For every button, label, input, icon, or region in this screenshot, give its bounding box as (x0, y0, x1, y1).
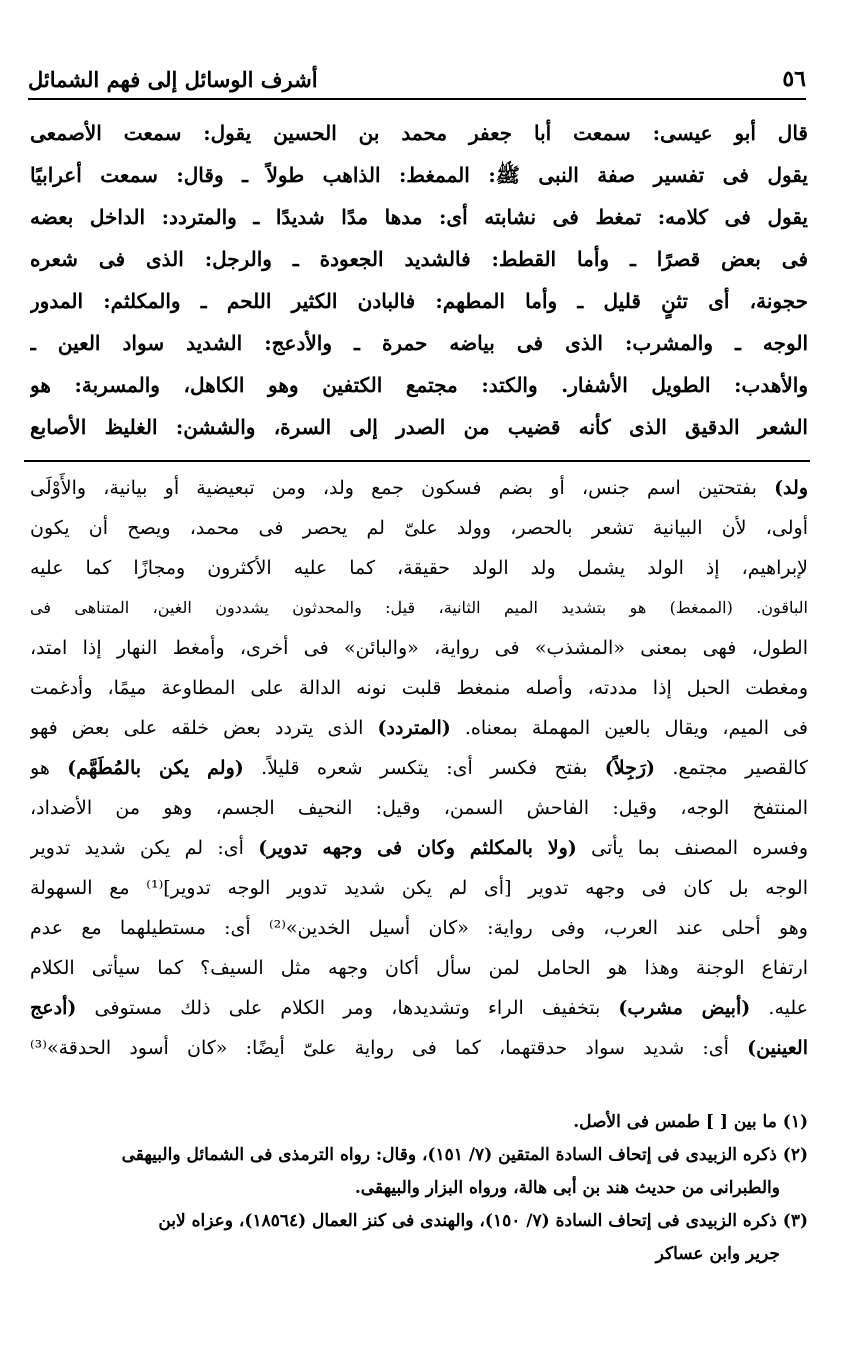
text-segment: الذى يتردد بعض خلقه على بعض فهو (30, 717, 378, 739)
commentary-line (30, 1028, 808, 1068)
commentary-line (30, 828, 808, 868)
keyword: (أدعج (30, 997, 77, 1019)
commentary-line: ارتفاع الوجنة وهذا هو الحامل لمن سأل أكان وجهه مثل السيف؟ كما سيأتى الكلام (30, 957, 808, 979)
keyword: (أبيض مشرب) (618, 997, 751, 1019)
commentary-line: الباقون. (الممغط) هو بتشديد الميم الثانية، قيل: والمحدثون يشددون الغين، المتناهى فى (30, 598, 808, 617)
running-title: أشرف الوسائل إلى فهم الشمائل (28, 67, 318, 92)
text-segment: بفتح فكسر أى: يتكسر شعره قليلاً. (243, 757, 605, 779)
commentary-line: ومغطت الحبل إذا مددته، وأصله منمغط قلبت نونه الدالة على المطاوعة ميمًا، وأدغمت (30, 677, 808, 699)
main-line: يقول فى تفسير صفة النبى ﷺ: الممغط: الذاهب طولاً ـ وقال: سمعت أعرابيًا (30, 163, 808, 187)
commentary-line (30, 748, 808, 788)
text-segment: وفسره المصنف بما يأتى (576, 837, 808, 859)
footnote-2-cont: والطبرانى من حديث هند بن أبى هالة، ورواه البزار والبيهقى. (354, 1178, 780, 1198)
main-line: يقول فى كلامه: تمغط فى نشابته أى: مدها مدًا شديدًا ـ والمتردد: الداخل بعضه (30, 205, 808, 229)
main-line: الوجه ـ والمشرب: الذى فى بياضه حمرة ـ والأدعج: الشديد سواد العين ـ (30, 331, 808, 355)
main-line: حجونة، أى تثنٍ قليل ـ وأما المطهم: فالبادن الكثير اللحم ـ والمكلثم: المدور (30, 289, 808, 313)
page-header (28, 58, 806, 100)
section-divider (24, 460, 810, 462)
main-line: فى بعض قصرًا ـ وأما القطط: فالشديد الجعودة ـ والرجل: الذى فى شعره (30, 247, 808, 271)
keyword: ولد) (774, 477, 808, 499)
keyword: العينين) (747, 1037, 808, 1059)
commentary-line: المنتفخ الوجه، وقيل: الفاحش السمن، وقيل: النحيف الجسم، وهو من الأضداد، (30, 797, 808, 819)
text-segment: بتخفيف الراء وتشديدها، ومر الكلام على ذلك مستوفى (76, 997, 619, 1019)
text-segment: بفتحتين اسم جنس، أو بضم فسكون جمع ولد، ومن تبعيضية أو بيانية، والأَوْلَى (30, 477, 775, 499)
main-line: والأهدب: الطويل الأشفار. والكتد: مجتمع الكتفين وهو الكاهل، والمسربة: هو (30, 373, 808, 397)
keyword: (رَجِلاً) (604, 757, 656, 779)
text-segment: كالقصير مجتمع. (655, 757, 808, 779)
commentary-line (30, 988, 808, 1028)
commentary-line: لإبراهيم، إذ الولد يشمل ولد الولد حقيقة، كما عليه الأكثرون ومجازًا كما عليه (30, 557, 808, 579)
commentary-line: وهو أحلى عند العرب، وفى رواية: «كان أسيل الخدين»⁽²⁾ أى: مستطيلهما مع عدم (30, 917, 808, 939)
commentary-line (30, 708, 808, 748)
footnote-2: (٢) ذكره الزبيدى فى إتحاف السادة المتقين (٧/ ١٥١)، وقال: رواه الترمذى فى الشمائل والبيهقى (121, 1145, 808, 1165)
footnotes (30, 1106, 808, 1271)
main-text (30, 112, 808, 448)
footnote-3: (٣) ذكره الزبيدى فى إتحاف السادة (٧/ ١٥٠)، والهندى فى كنز العمال (١٨٥٦٤)، وعزاه لابن (158, 1211, 808, 1231)
main-line: قال أبو عيسى: سمعت أبا جعفر محمد بن الحسين يقول: سمعت الأصمعى (30, 121, 808, 145)
text-segment: أى: شديد سواد حدقتهما، كما فى رواية علىّ أيضًا: «كان أسود الحدقة»⁽³⁾ (30, 1037, 748, 1059)
page-number: ٥٦ (782, 66, 806, 92)
text-segment: أى: لم يكن شديد تدوير (30, 837, 259, 859)
commentary-line: الطول، فهى بمعنى «المشذب» فى رواية، «والبائن» فى أخرى، وأمغط النهار إذا امتد، (30, 637, 808, 659)
text-segment: فى الميم، ويقال بالعين المهملة بمعناه. (450, 717, 808, 739)
commentary-line: أولى، لأن البيانية تشعر بالحصر، وولد علىّ لم يحصر فى محمد، ويصح أن يكون (30, 517, 808, 539)
commentary-line (30, 468, 808, 508)
main-line: الشعر الدقيق الذى كأنه قضيب من الصدر إلى السرة، والششن: الغليظ الأصابع (30, 415, 808, 439)
commentary (30, 468, 808, 1068)
commentary-line: الوجه بل كان فى وجهه تدوير [أى لم يكن شديد تدوير الوجه تدوير]⁽¹⁾ مع السهولة (30, 877, 808, 899)
footnote-3-cont: جرير وابن عساكر (655, 1244, 780, 1264)
keyword: (ولم يكن بالمُطَهَّم) (67, 757, 244, 779)
keyword: (ولا بالمكلثم وكان فى وجهه تدوير) (258, 837, 577, 859)
text-segment: عليه. (750, 997, 808, 1019)
footnote-1: (١) ما بين [ ] طمس فى الأصل. (573, 1112, 808, 1132)
keyword: (المتردد) (377, 717, 451, 739)
text-segment: هو (30, 757, 68, 779)
